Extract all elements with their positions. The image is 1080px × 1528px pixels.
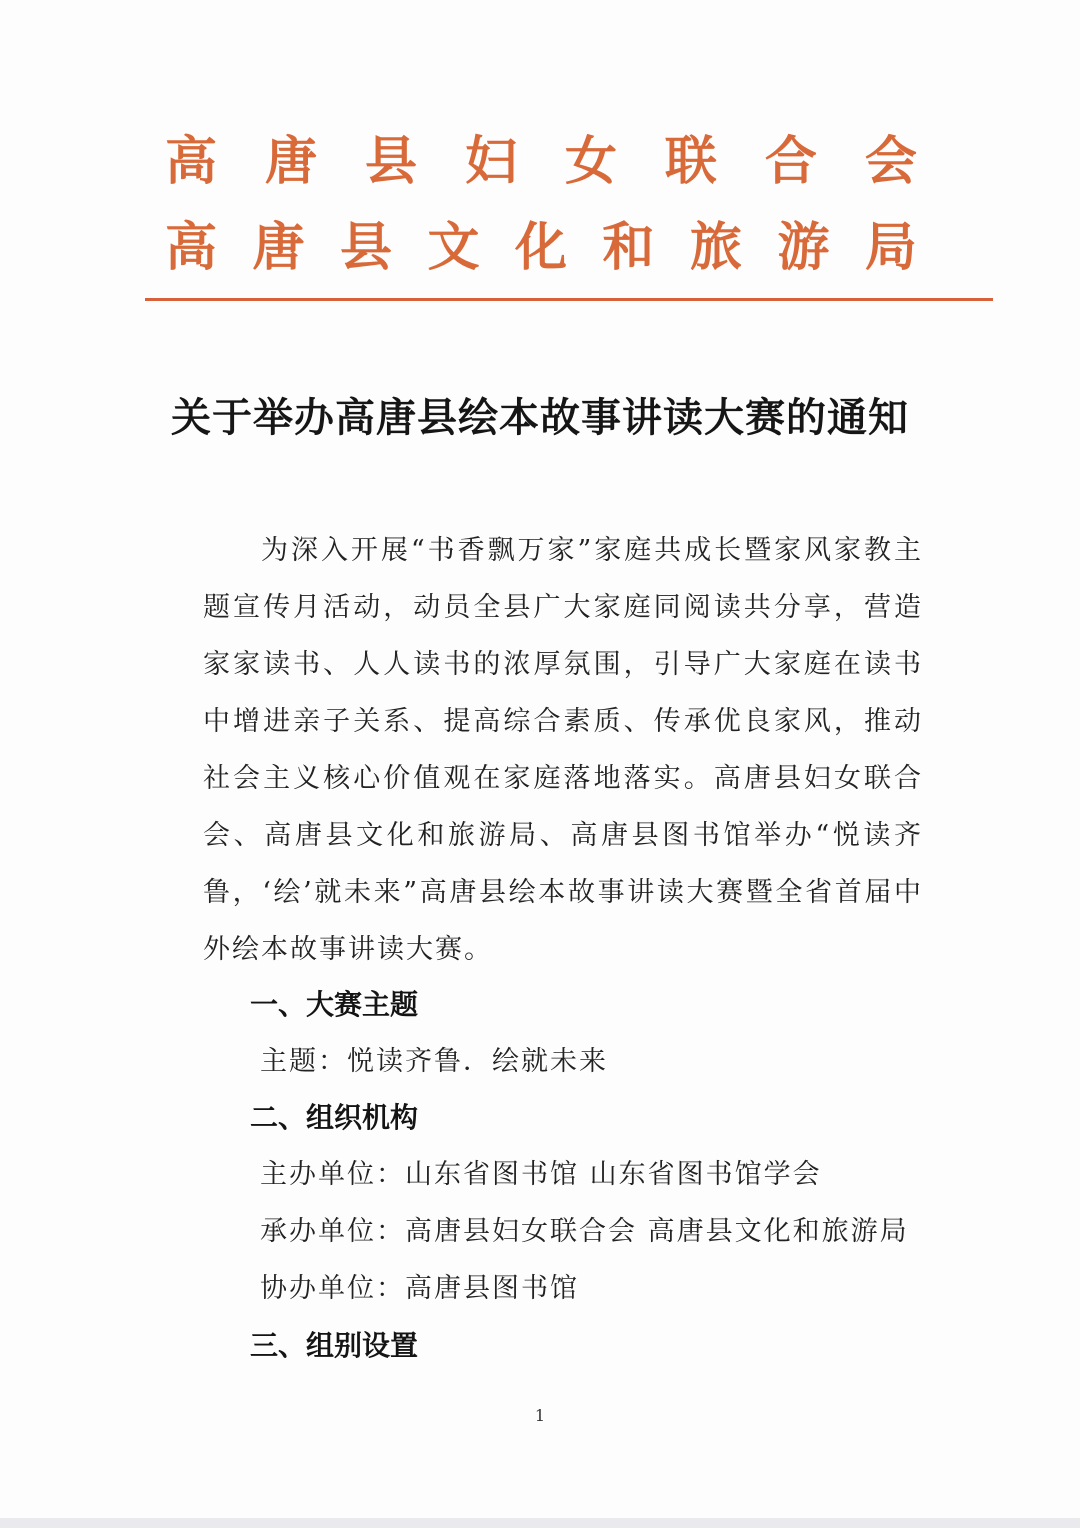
theme-line: 主题：悦读齐鲁．绘就未来 bbox=[260, 1046, 608, 1077]
scan-bottom-edge bbox=[0, 1518, 1080, 1528]
red-divider-line bbox=[145, 298, 993, 301]
issuer-char: 高 bbox=[165, 217, 218, 278]
host-unit-line: 主办单位：山东省图书馆 山东省图书馆学会 bbox=[260, 1159, 822, 1190]
issuer-char: 会 bbox=[864, 131, 917, 192]
issuer-char: 合 bbox=[764, 131, 817, 192]
issuer-womens-federation bbox=[165, 132, 917, 192]
issuer-culture-tourism-bureau bbox=[165, 218, 917, 278]
page-number: 1 bbox=[534, 1406, 546, 1425]
organizer-unit-line: 承办单位：高唐县妇女联合会 高唐县文化和旅游局 bbox=[260, 1216, 909, 1247]
issuer-char: 和 bbox=[602, 217, 655, 278]
intro-paragraph: 为深入开展“书香飘万家”家庭共成长暨家风家教主题宣传月活动，动员全县广大家庭同阅读共分享，营造家家读书、人人读书的浓厚氛围，引导广大家庭在读书中增进亲子关系、提高综合素质、传承优良家风，推动社会主义核心价值观在家庭落地落实。高唐县妇女联合会、高唐县文化和旅游局、高唐县图书馆举办“悦读齐鲁，‘绘’就未来”高唐县绘本故事讲读大赛暨全省首届中外绘本故事讲读大赛。 bbox=[203, 535, 923, 965]
issuer-char: 文 bbox=[427, 217, 480, 278]
issuer-char: 唐 bbox=[252, 217, 305, 278]
issuer-char: 高 bbox=[165, 131, 218, 192]
document-title: 关于举办高唐县绘本故事讲读大赛的通知 bbox=[171, 394, 909, 441]
section-heading-theme: 一、大赛主题 bbox=[250, 988, 419, 1021]
issuer-char: 县 bbox=[339, 217, 392, 278]
issuer-char: 局 bbox=[864, 217, 917, 278]
section-heading-groups: 三、组别设置 bbox=[250, 1329, 419, 1362]
assist-unit-line: 协办单位：高唐县图书馆 bbox=[260, 1273, 579, 1304]
issuer-char: 县 bbox=[364, 131, 417, 192]
issuer-char: 妇 bbox=[464, 131, 517, 192]
issuer-char: 化 bbox=[514, 217, 567, 278]
issuer-char: 联 bbox=[664, 131, 717, 192]
issuer-char: 女 bbox=[564, 131, 617, 192]
issuer-char: 旅 bbox=[689, 217, 742, 278]
issuer-char: 唐 bbox=[264, 131, 317, 192]
issuer-char: 游 bbox=[777, 217, 830, 278]
section-heading-organization: 二、组织机构 bbox=[250, 1101, 419, 1134]
